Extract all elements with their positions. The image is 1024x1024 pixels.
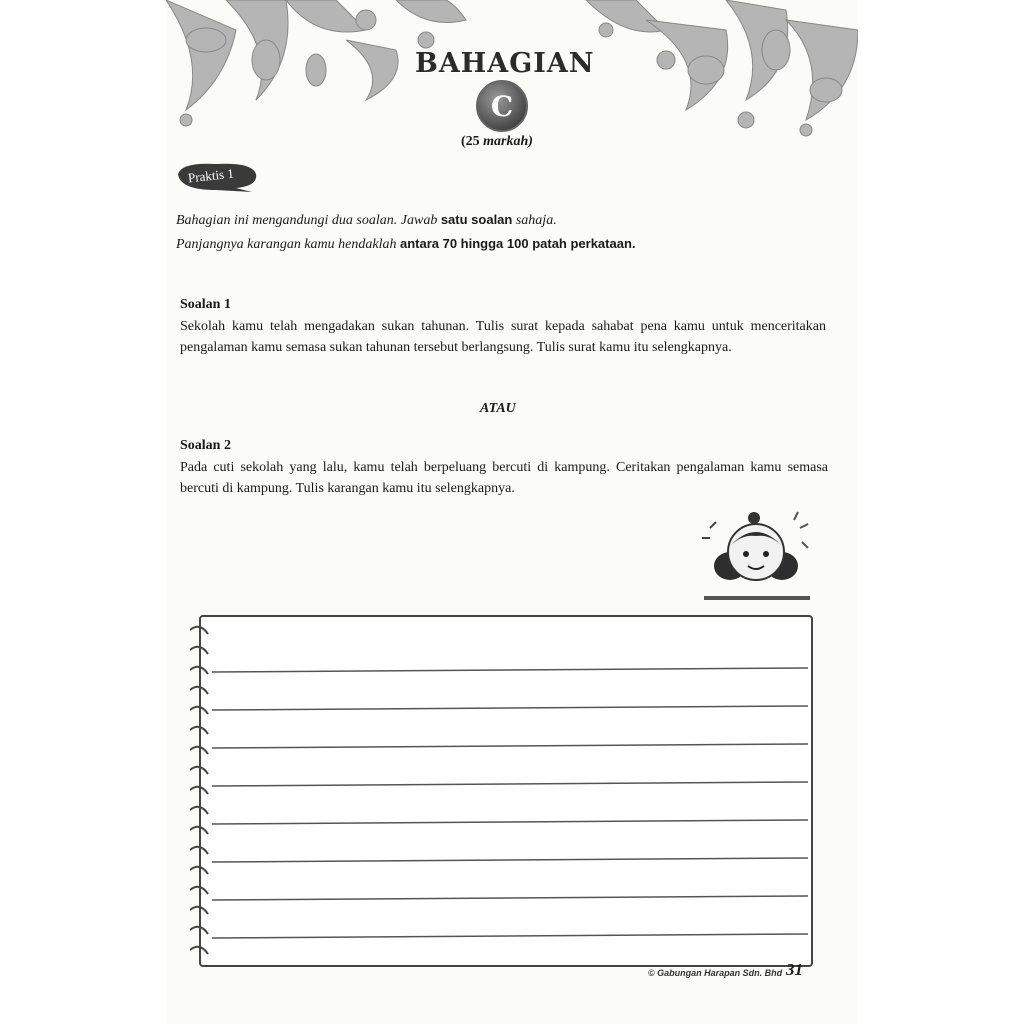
question-1-text: Sekolah kamu telah mengadakan sukan tahunan. Tulis surat kepada sahabat pena kamu untuk menceritakan pengalaman kamu semasa sukan tahunan tersebut berlangsung. Tulis surat kamu itu selengkapnya. bbox=[180, 319, 826, 355]
writing-notebook[interactable] bbox=[190, 612, 816, 970]
instruction-line-2 bbox=[176, 236, 636, 253]
section-title: BAHAGIAN bbox=[415, 48, 595, 79]
instruction-bold-2: antara 70 hingga 100 patah perkataan. bbox=[399, 236, 636, 251]
praktis-tag bbox=[176, 160, 260, 194]
marks-number: (25 bbox=[461, 134, 480, 149]
copyright-footer: © Gabungan Harapan Sdn. Bhd bbox=[648, 968, 783, 978]
separator-atau: ATAU bbox=[480, 401, 516, 416]
instruction-end-1: sahaja. bbox=[515, 213, 557, 228]
question-2-heading: Soalan 2 bbox=[180, 438, 231, 453]
marks-label bbox=[461, 134, 533, 150]
instruction-bold-1: satu soalan bbox=[440, 212, 513, 227]
question-2-text: Pada cuti sekolah yang lalu, kamu telah berpeluang bercuti di kampung. Ceritakan pengalaman kamu semasa bercuti di kampung. Tulis karangan kamu itu selengkapnya. bbox=[180, 460, 828, 496]
instruction-line-1 bbox=[176, 212, 557, 229]
instruction-italic-2: Panjangnya karangan kamu hendaklah bbox=[176, 237, 397, 252]
marks-word: markah) bbox=[483, 134, 533, 149]
question-1-heading: Soalan 1 bbox=[180, 297, 231, 312]
section-letter-badge: C bbox=[476, 80, 528, 132]
instruction-italic-1: Bahagian ini mengandungi dua soalan. Jawab bbox=[176, 213, 438, 228]
praktis-label: Praktis 1 bbox=[187, 165, 235, 186]
girl-illustration bbox=[690, 508, 820, 608]
page-number: 31 bbox=[786, 960, 803, 979]
